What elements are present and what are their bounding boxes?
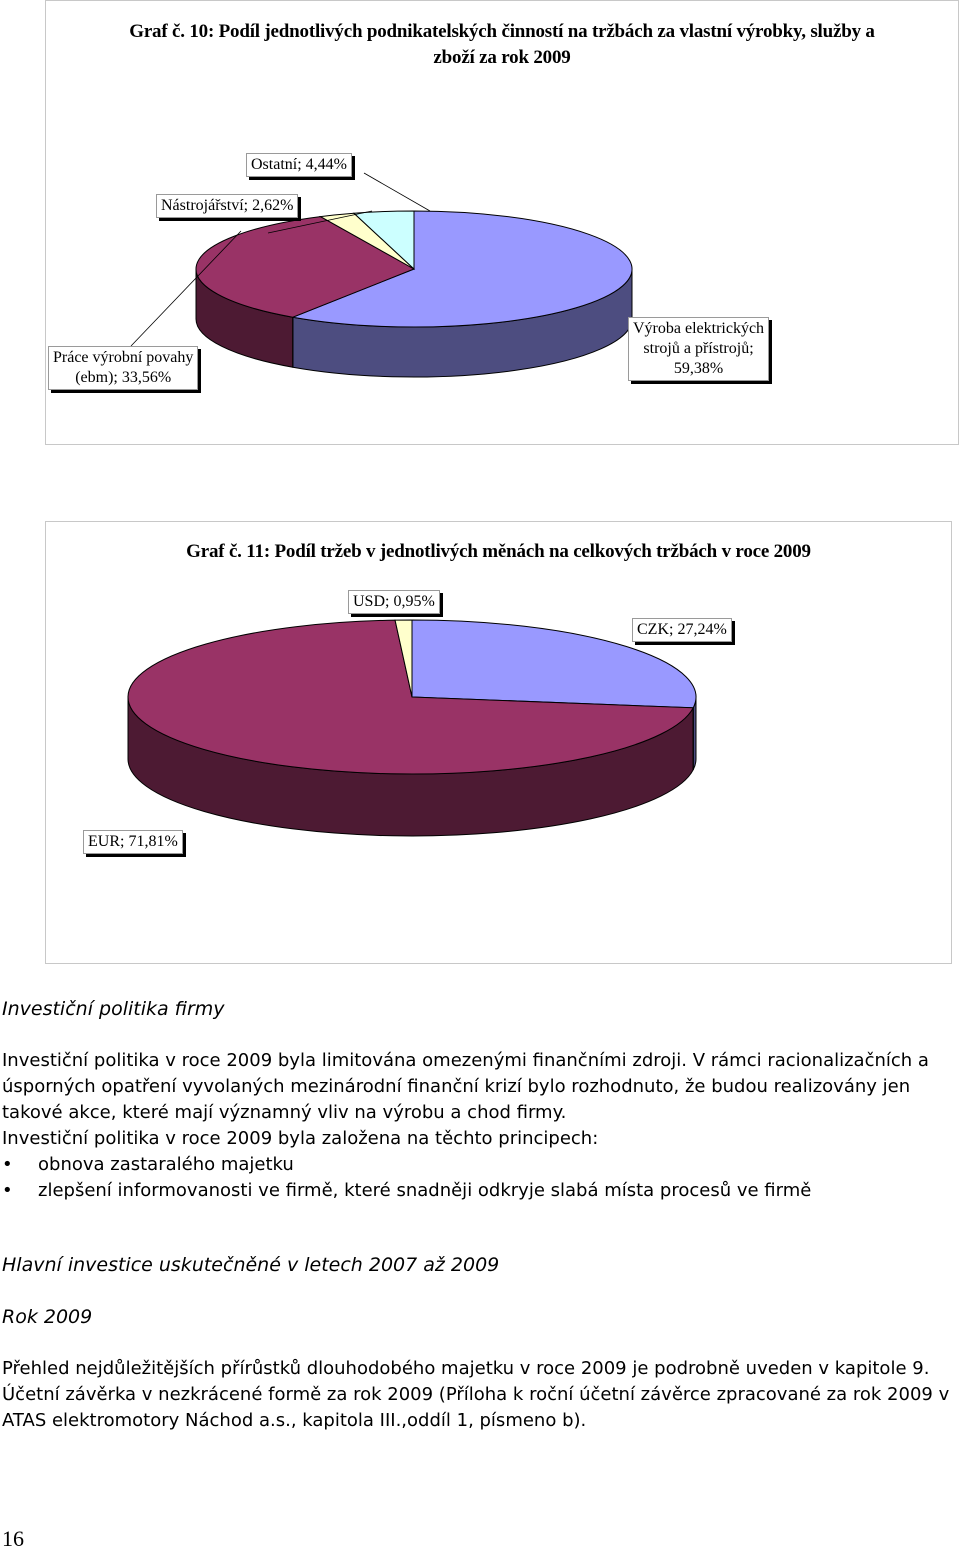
data-label-eur: EUR; 71,81%: [83, 830, 183, 854]
data-label-line: 59,38%: [673, 360, 724, 377]
list-item-text: obnova zastaralého majetku: [38, 1154, 294, 1175]
chart-title: Graf č. 10: Podíl jednotlivých podnikatelských činností na tržbách za vlastní výrobky, služby a zboží za rok 2009: [129, 21, 875, 68]
data-label-usd: USD; 0,95%: [348, 590, 440, 614]
data-label-vyroba: [628, 317, 769, 381]
paragraph-investice: [2, 1048, 954, 1152]
data-label-line: (ebm); 33,56%: [75, 369, 172, 386]
data-label-line: Práce výrobní povahy: [53, 349, 194, 366]
bullet-list: [2, 1152, 954, 1204]
data-label-czk: CZK; 27,24%: [632, 618, 732, 642]
paragraph-prehled: Přehled nejdůležitějších přírůstků dlouhodobého majetku v roce 2009 je podrobně uveden v kapitole 9. Účetní závěrka v nezkrácené formě za rok 2009 (Příloha k roční účetní závěrce zpracované za rok 2009 v ATAS elektromotory Náchod a.s., kapitola III.,oddíl 1, písmeno b).: [2, 1358, 950, 1431]
leader-line: [364, 173, 430, 211]
pie-chart-activities: [45, 0, 959, 445]
section-heading-rok: Rok 2009: [2, 1306, 93, 1328]
list-item: [2, 1178, 954, 1204]
paragraph-principy: Investiční politika v roce 2009 byla založena na těchto principech:: [2, 1128, 599, 1149]
data-label-prace: [48, 346, 198, 390]
paragraph-text: Investiční politika v roce 2009 byla limitována omezenými finančními zdroji. V rámci racionalizačních a úsporných opatření vyvolaných mezinárodní finanční krizí bylo rozhodnuto, že budou realizovány jen takové akce, které mají významný vliv na výrobu a chod firmy.: [2, 1050, 929, 1123]
bullet-icon: •: [2, 1154, 13, 1175]
data-label-ostatni: Ostatní; 4,44%: [246, 153, 352, 177]
bullet-icon: •: [2, 1180, 13, 1201]
pie-chart-svg: [46, 522, 951, 963]
data-label-nastrojarstvi: Nástrojářství; 2,62%: [156, 194, 298, 218]
chart-title: Graf č. 11: Podíl tržeb v jednotlivých měnách na celkových tržbách v roce 2009: [186, 541, 811, 562]
list-item-text: zlepšení informovanosti ve firmě, které snadněji odkryje slabá místa procesů ve firmě: [38, 1180, 812, 1201]
list-item: [2, 1152, 954, 1178]
data-label-line: Výroba elektrických: [633, 320, 765, 337]
page-number: 16: [2, 1526, 24, 1551]
section-heading-hlavni: Hlavní investice uskutečněné v letech 2007 až 2009: [2, 1254, 500, 1276]
data-label-line: strojů a přístrojů;: [643, 340, 754, 357]
section-heading-investice: Investiční politika firmy: [2, 998, 225, 1020]
pie-chart-currencies: [45, 521, 952, 964]
